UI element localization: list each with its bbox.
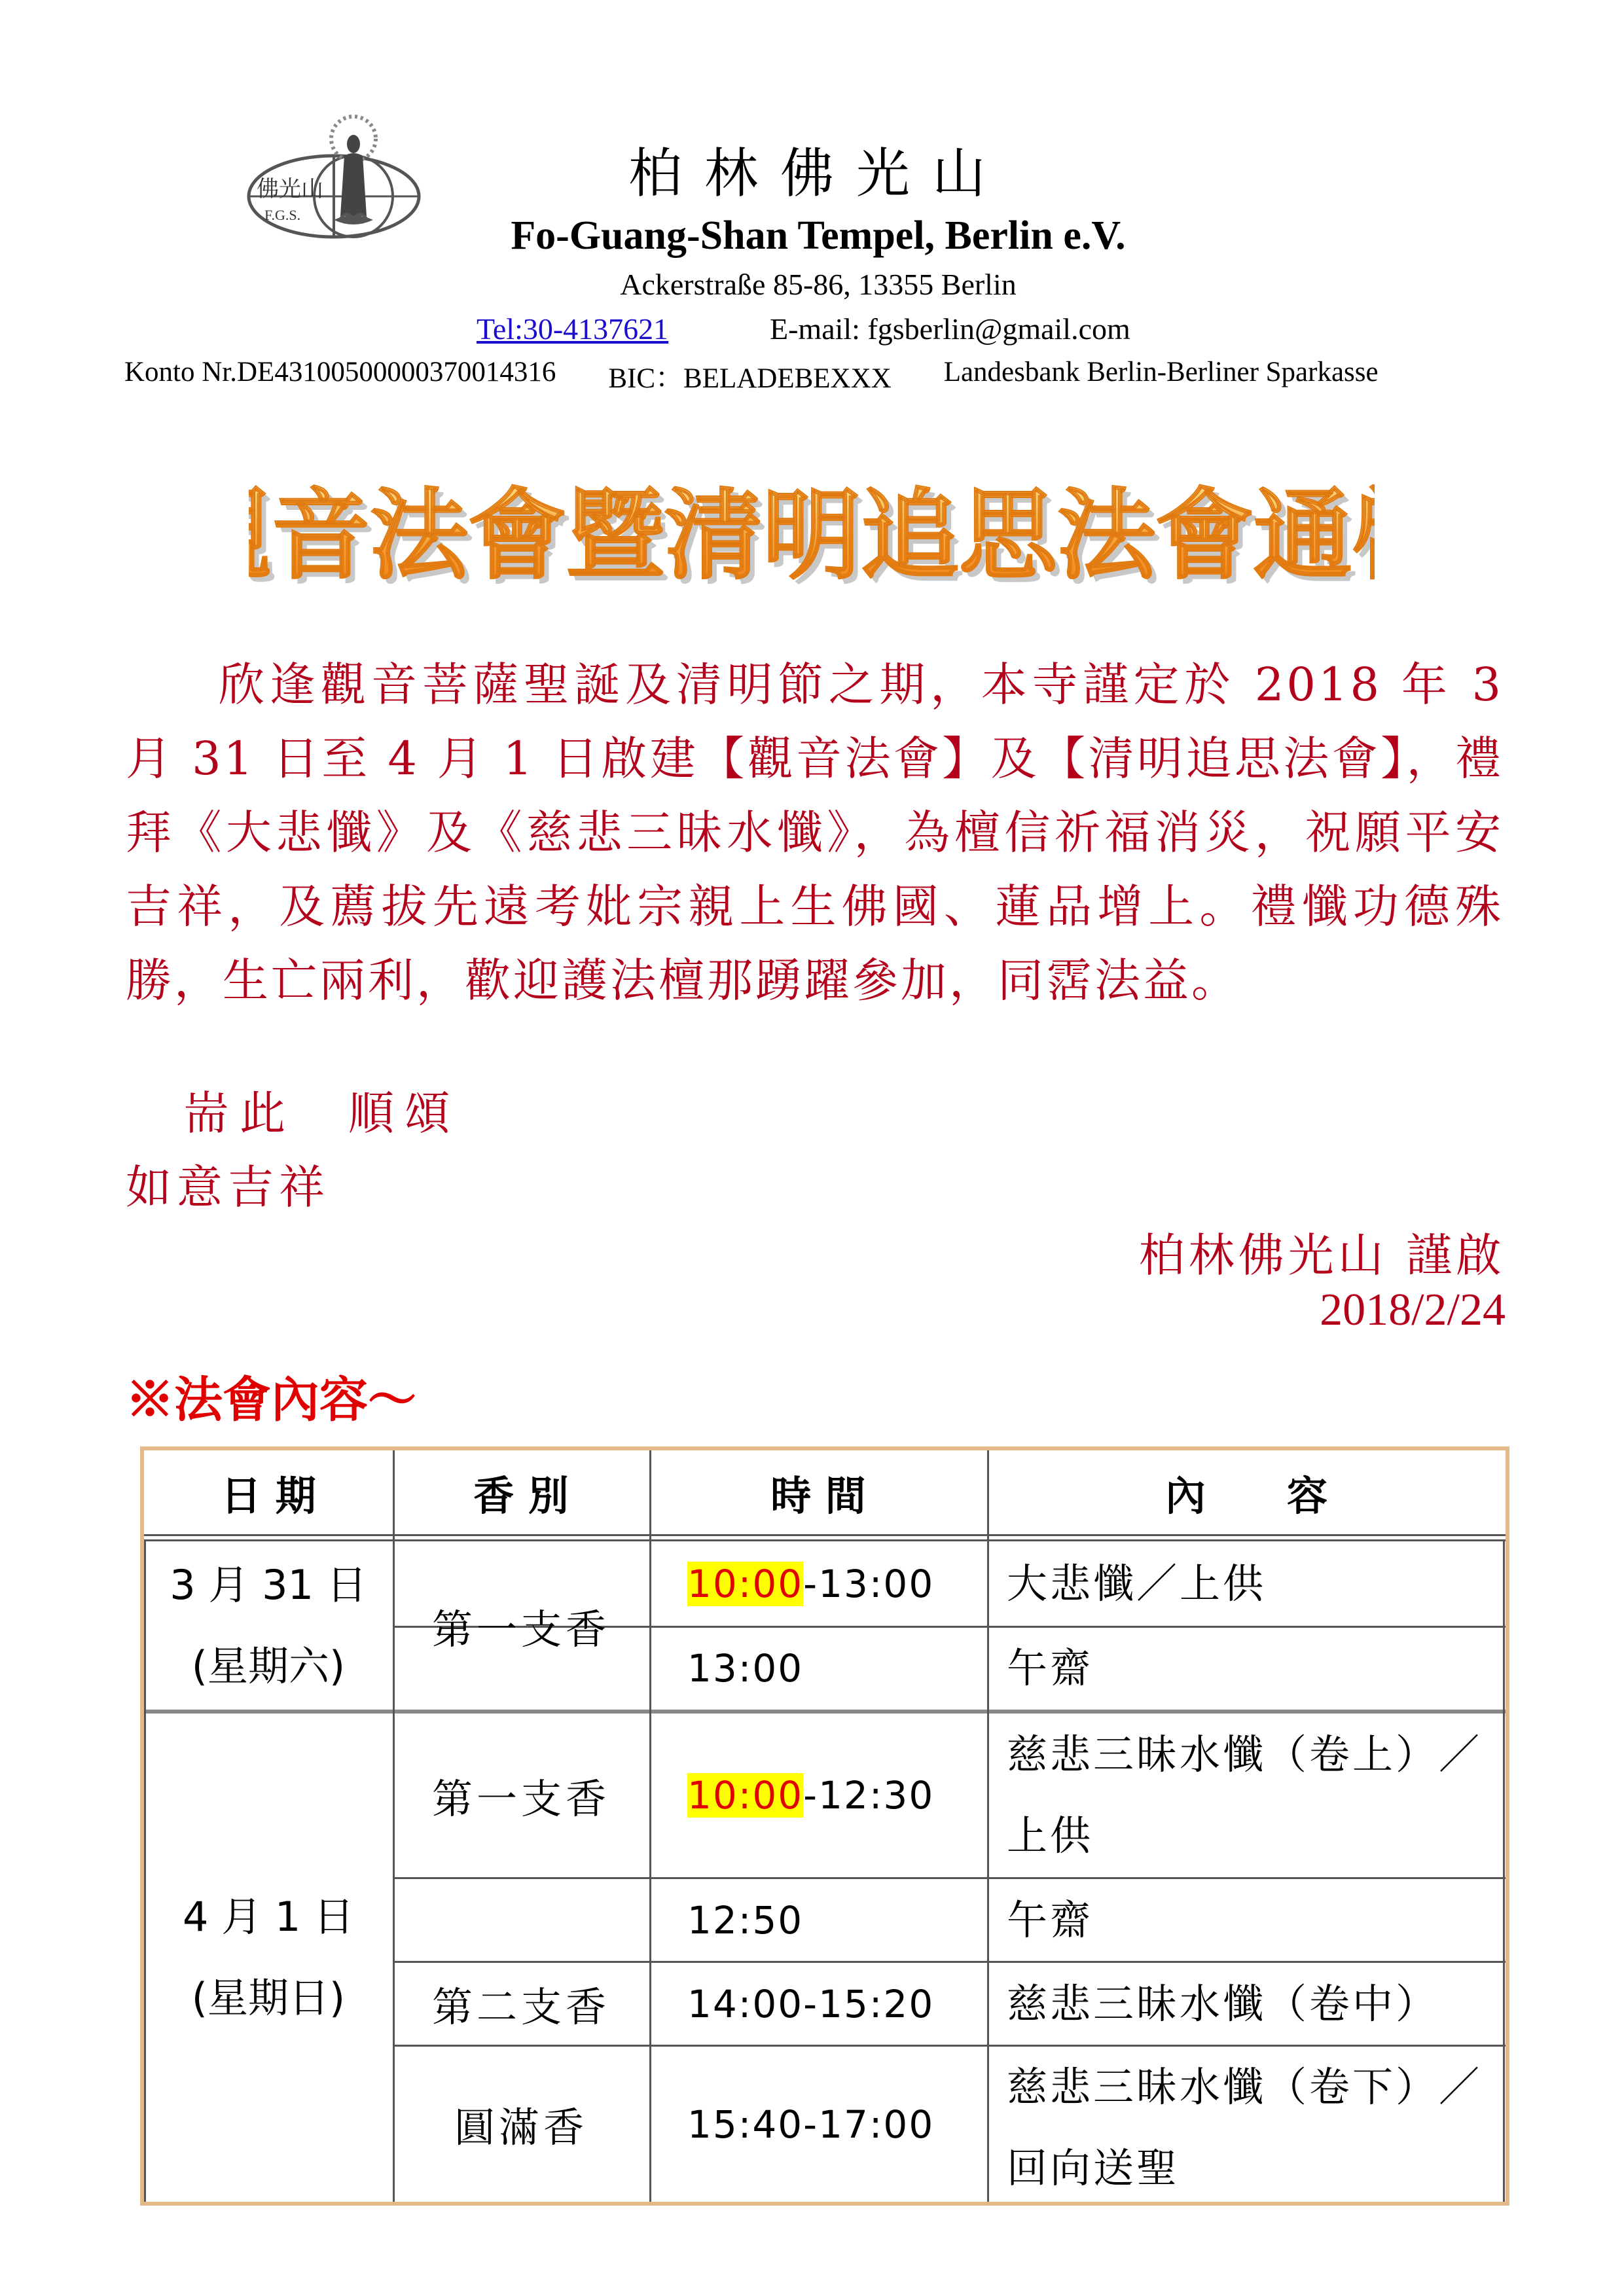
time-highlight: 10:00: [687, 1773, 804, 1818]
svg-text:F.G.S.: F.G.S.: [264, 207, 301, 223]
notice-title: [249, 471, 1375, 602]
svg-text:觀音法會暨清明追思法會通啓: 音法會暨清明追思法會通: [276, 484, 1358, 598]
time-rest: 15:40-17:00: [687, 2102, 935, 2147]
content-cell: 午齋: [1007, 1644, 1094, 1692]
signature: 柏林佛光山 謹啟: [1138, 1229, 1506, 1282]
date-cell: [144, 1542, 393, 1710]
time-cell: [649, 1879, 987, 1961]
content-cell: 慈悲三昧水懺（卷上）／上供: [1007, 1731, 1483, 1859]
incense-cell: 第一支香: [431, 1774, 610, 1823]
closing-a: 耑此: [183, 1086, 296, 1140]
time-rest: -12:30: [803, 1773, 935, 1818]
incense-cell: 第一支香: [431, 1605, 610, 1653]
date-cell: [144, 1713, 393, 2202]
time-cell: [649, 2047, 987, 2202]
content-cell: 慈悲三昧水懺（卷中）: [1007, 1979, 1439, 2028]
temple-name-latin: Fo-Guang-Shan Tempel, Berlin e.V.: [511, 213, 1126, 258]
notice-body: [126, 648, 1504, 1018]
konto-number: Konto Nr.DE43100500000370014316: [124, 357, 556, 387]
closing-wish: 如意吉祥: [126, 1160, 330, 1214]
time-rest: 14:00-15:20: [687, 1981, 935, 2026]
header-incense: 香 別: [473, 1471, 569, 1520]
incense-cell: 第二支香: [431, 1983, 610, 2031]
date: 3 月 31 日: [170, 1561, 367, 1609]
email: E-mail: fgsberlin@gmail.com: [770, 312, 1130, 346]
bank-name: Landesbank Berlin-Berliner Sparkasse: [943, 357, 1379, 387]
address: Ackerstraße 85-86, 13355 Berlin: [620, 268, 1017, 301]
tel-link[interactable]: Tel:30-4137621: [477, 312, 669, 346]
time-cell: [649, 1963, 987, 2045]
row-divider: [144, 1534, 1506, 1536]
time-cell: [649, 1627, 987, 1710]
row-divider: [144, 1539, 1506, 1541]
time-rest: 12:50: [687, 1897, 804, 1943]
content-cell: 慈悲三昧水懺（卷下）／回向送聖: [1007, 2063, 1483, 2192]
date: 4 月 1 日: [182, 1893, 355, 1941]
content-cell: 大悲懺／上供: [1007, 1560, 1267, 1607]
header-time: 時 間: [770, 1471, 866, 1520]
time-rest: -13:00: [803, 1562, 935, 1606]
bic: BIC：BELADEBEXXX: [608, 363, 892, 394]
time-cell: [649, 1542, 987, 1626]
section-title: ※法會內容～: [126, 1372, 416, 1428]
closing-b: 順頌: [348, 1086, 461, 1140]
weekday: (星期六): [191, 1642, 346, 1690]
time-rest: 13:00: [687, 1646, 804, 1691]
svg-text:觀音法會暨清明追思法會通啓: 音法會暨清明追思法會通: [271, 479, 1352, 593]
incense-cell: [393, 1879, 649, 1961]
schedule-table: [140, 1446, 1509, 2206]
header-date: 日 期: [221, 1471, 316, 1520]
notice-date: 2018/2/24: [1320, 1285, 1506, 1335]
time-cell: [649, 1713, 987, 1877]
time-highlight: 10:00: [687, 1562, 804, 1606]
bank-info: [124, 356, 1512, 396]
closing-line: [183, 1077, 461, 1143]
header-content: 內 容: [1164, 1471, 1327, 1520]
temple-name: 柏林佛光山: [628, 143, 1008, 205]
incense-cell: 圓滿香: [454, 2104, 588, 2151]
weekday: (星期日): [191, 1974, 346, 2022]
svg-text:佛光山: 佛光山: [257, 176, 323, 202]
notice-paragraph: 欣逢觀音菩薩聖誕及清明節之期，本寺謹定於 2018 年 3 月 31 日至 4 月 1 日啟建【觀音法會】及【清明追思法會】，禮拜《大悲懺》及《慈悲三昧水懺》，為檀信祈福消災，祝願平安吉祥，及薦拔先遠考妣宗親上生佛國、蓮品增上。禮懺功德殊勝，生亡兩利，歡迎護法檀那踴躍參加，同霑法益。: [126, 658, 1504, 1007]
content-cell: 午齋: [1007, 1895, 1094, 1944]
